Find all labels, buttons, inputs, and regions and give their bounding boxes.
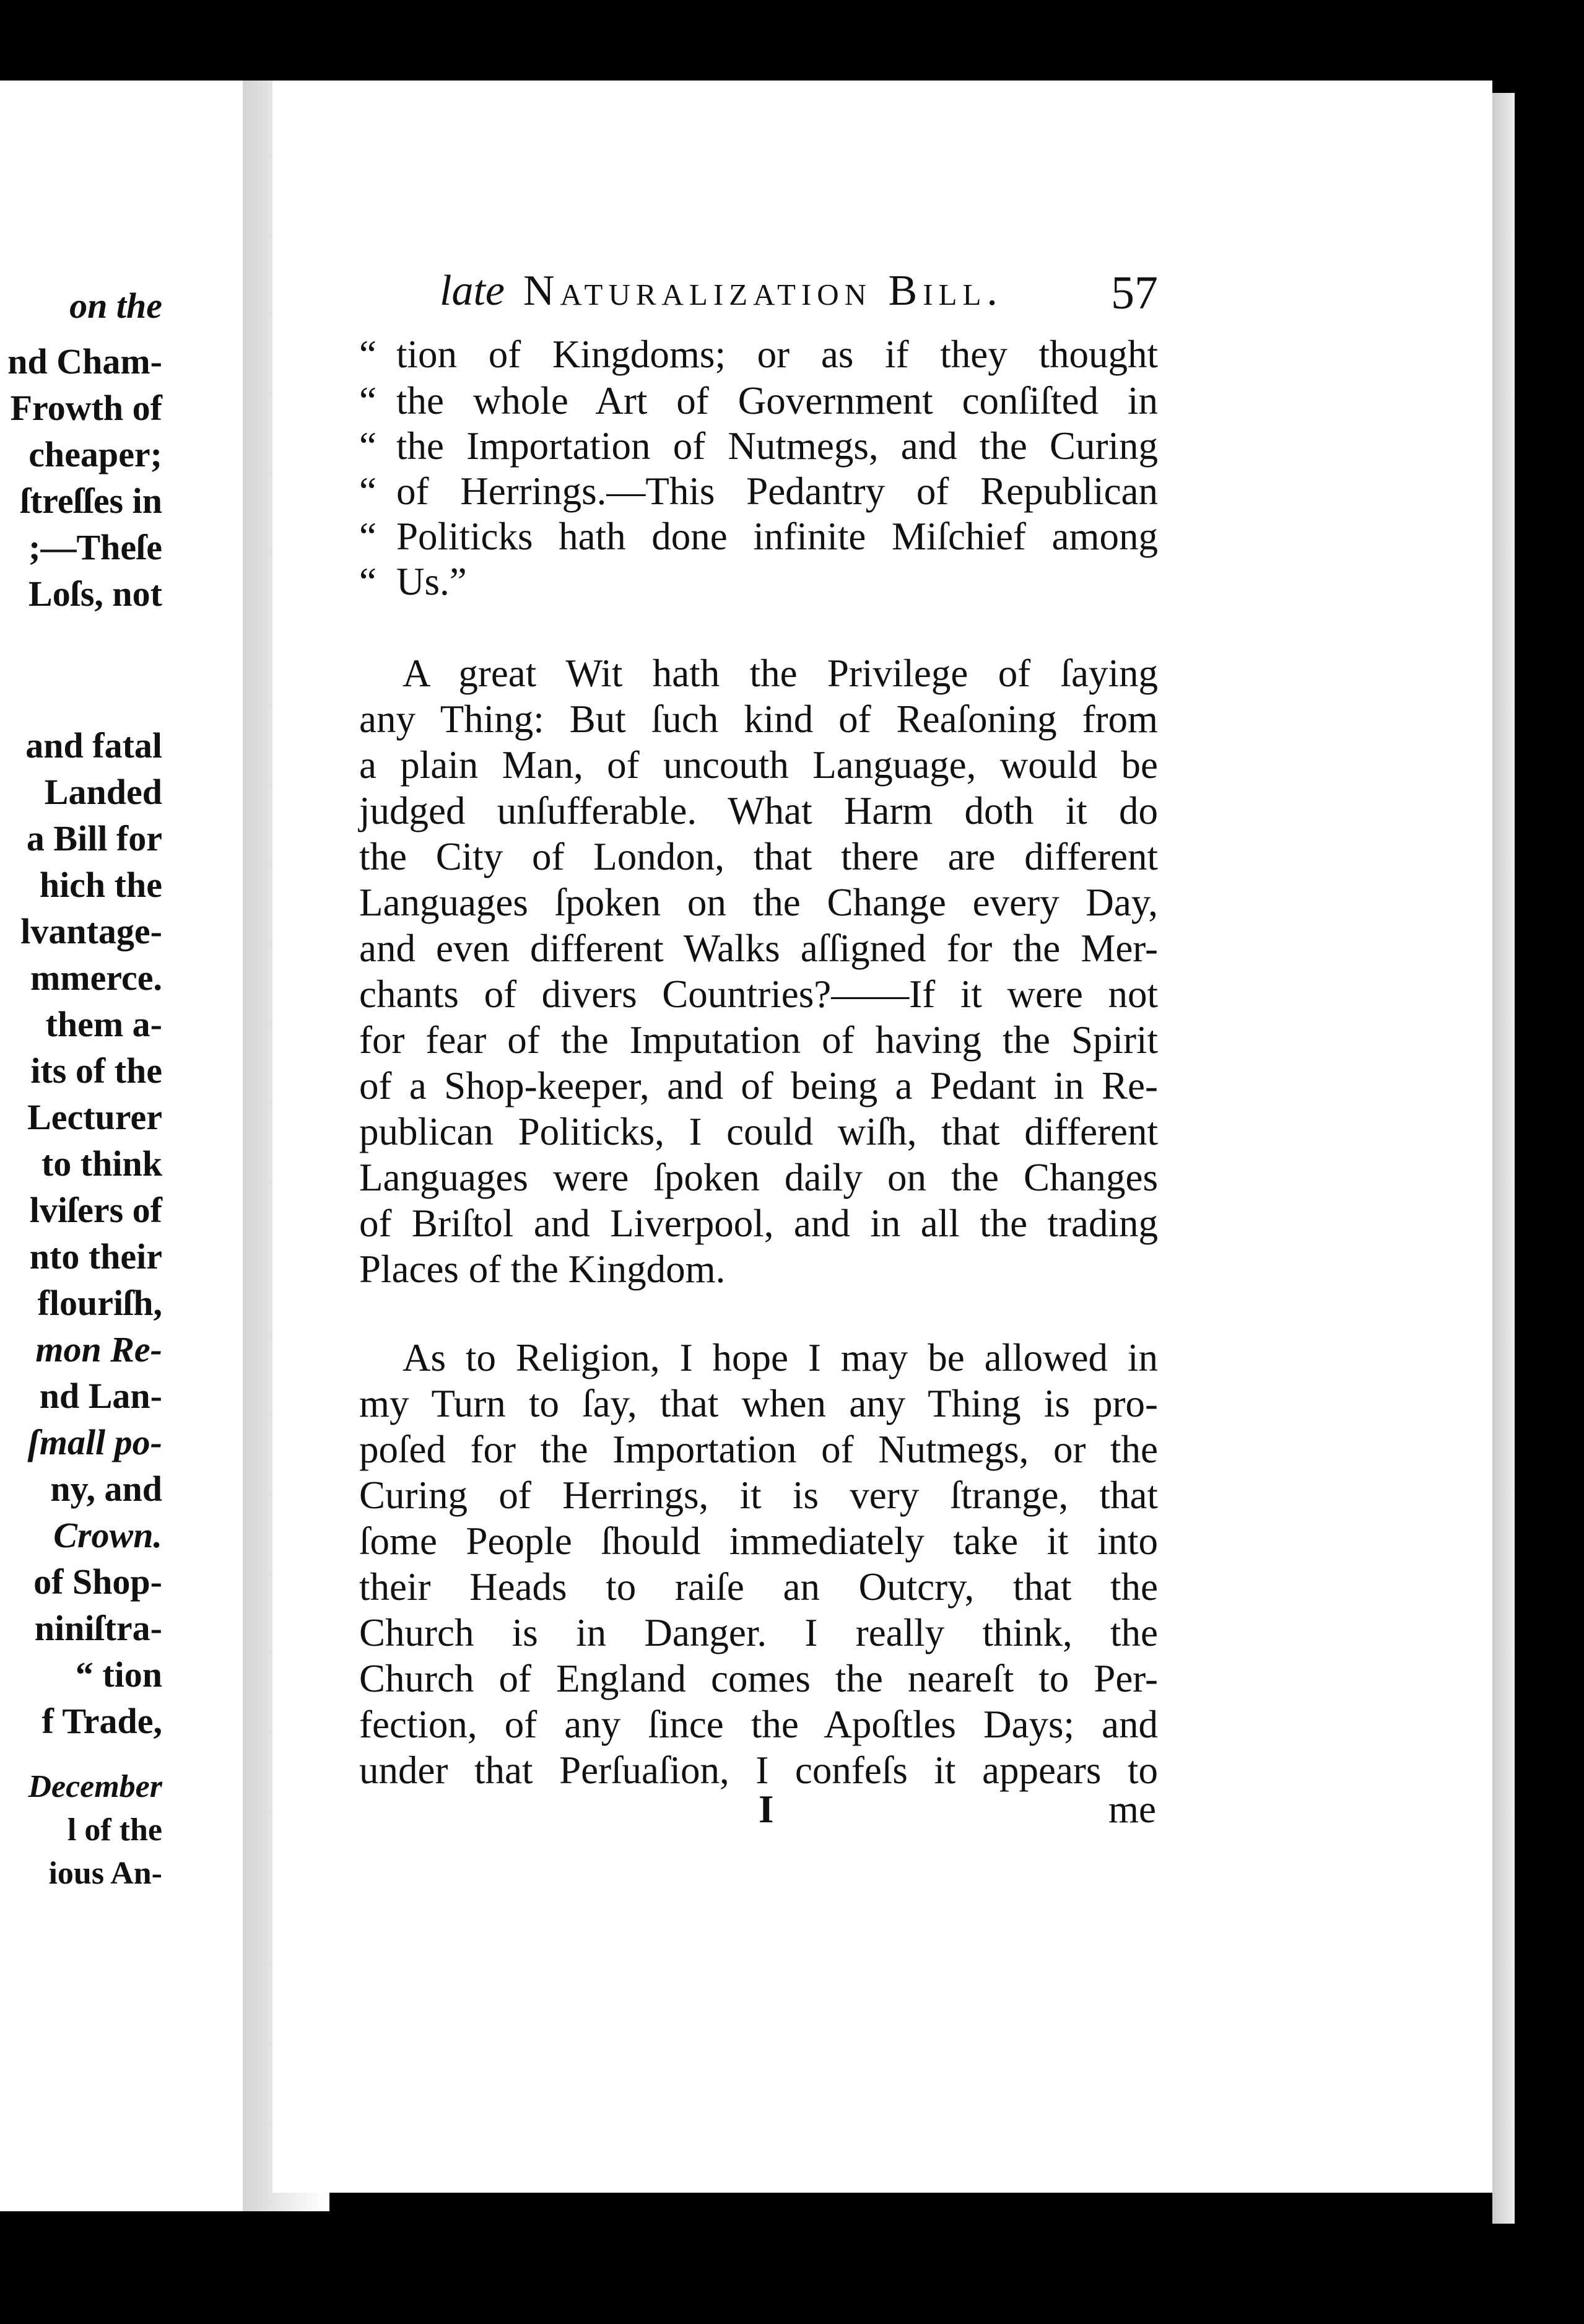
facing-line: lviſers of	[29, 1190, 162, 1230]
facing-line: mmerce.	[30, 958, 162, 998]
paragraph-line: Languages were ſpoken daily on the Changes	[359, 1156, 1158, 1199]
facing-line: ;—Theſe	[28, 527, 162, 567]
facing-line: of Shop-	[33, 1562, 162, 1602]
facing-line: mon Re-	[35, 1329, 162, 1370]
running-title: Naturalization Bill.	[523, 267, 1003, 315]
facing-line: hich the	[39, 865, 162, 905]
facing-line: cheaper;	[28, 434, 162, 474]
facing-line: lvantage-	[20, 911, 162, 951]
facing-line: ſtreſſes in	[20, 481, 162, 521]
facing-line: on the	[69, 286, 162, 326]
facing-line: Landed	[44, 772, 162, 812]
paragraph-line: and even different Walks aſſigned for the Mer-	[359, 927, 1158, 970]
header-italic-word: late	[440, 267, 505, 315]
page-edge-shadow	[1492, 93, 1515, 2224]
signature-mark: I	[759, 1788, 774, 1831]
facing-line: ny, and	[50, 1469, 162, 1509]
quote-line: “ Politicks hath done infinite Miſchief among	[359, 515, 1158, 558]
paragraph-line: under that Perſuaſion, I confeſs it appears to	[359, 1749, 1158, 1792]
facing-line: Lecturer	[27, 1097, 162, 1137]
paragraph-line: Places of the Kingdom.	[359, 1247, 726, 1291]
facing-line: Loſs, not	[28, 574, 162, 614]
facing-line: Frowth of	[10, 388, 162, 428]
paragraph-line: chants of divers Countries?——If it were not	[359, 972, 1158, 1016]
quote-line: “ of Herrings.—This Pedantry of Republican	[359, 470, 1158, 513]
facing-line: nd Lan-	[39, 1376, 162, 1416]
paragraph-line: Curing of Herrings, it is very ſtrange, that	[359, 1474, 1158, 1517]
quote-line: “ Us.”	[359, 560, 467, 603]
paragraph-line: A great Wit hath the Privilege of ſaying	[403, 652, 1158, 695]
paragraph-line: of a Shop-keeper, and of being a Pedant in Re-	[359, 1064, 1158, 1107]
paragraph-line: the City of London, that there are different	[359, 835, 1158, 878]
paragraph-line: Languages ſpoken on the Change every Day,	[359, 881, 1158, 924]
paragraph-line: fection, of any ſince the Apoſtles Days; and	[359, 1703, 1158, 1746]
paragraph-line: ſome People ſhould immediately take it into	[359, 1519, 1158, 1563]
facing-page-fragment	[0, 81, 243, 2211]
quote-line: “ the whole Art of Government conſiſted in	[359, 379, 1158, 422]
paragraph-line: for fear of the Imputation of having the Spirit	[359, 1018, 1158, 1062]
catchword: me	[1108, 1788, 1156, 1831]
paragraph-line: a plain Man, of uncouth Language, would be	[359, 743, 1158, 787]
paragraph-line: publican Politicks, I could wiſh, that different	[359, 1110, 1158, 1153]
facing-line: December	[28, 1769, 162, 1804]
quote-line: “ the Importation of Nutmegs, and the Curing	[359, 424, 1158, 468]
paragraph-line: any Thing: But ſuch kind of Reaſoning from	[359, 697, 1158, 741]
quote-line: “ tion of Kingdoms; or as if they thought	[359, 333, 1158, 376]
facing-line: its of the	[30, 1051, 162, 1091]
paragraph-line: Church is in Danger. I really think, the	[359, 1611, 1158, 1654]
facing-line: and fatal	[25, 725, 162, 766]
running-header	[440, 266, 1158, 322]
paragraph-line: their Heads to raiſe an Outcry, that the	[359, 1565, 1158, 1609]
facing-line: them a-	[45, 1004, 162, 1044]
paragraph-line: judged unſufferable. What Harm doth it do	[359, 789, 1158, 832]
facing-line: nd Cham-	[7, 341, 162, 382]
facing-line: flouriſh,	[37, 1283, 162, 1323]
facing-line: l of the	[67, 1812, 162, 1848]
paragraph-line: Church of England comes the neareſt to Per-	[359, 1657, 1158, 1700]
paragraph-line: poſed for the Importation of Nutmegs, or the	[359, 1428, 1158, 1471]
facing-line: Crown.	[53, 1515, 162, 1555]
facing-line: a Bill for	[26, 818, 162, 858]
facing-line: to think	[41, 1143, 162, 1184]
facing-line: niniſtra-	[34, 1608, 162, 1648]
facing-line: ious An-	[48, 1856, 162, 1891]
paragraph-line: my Turn to ſay, that when any Thing is pro-	[359, 1382, 1158, 1425]
paragraph-line: of Briſtol and Liverpool, and in all the trading	[359, 1202, 1158, 1245]
paragraph-line: As to Religion, I hope I may be allowed in	[403, 1336, 1158, 1379]
facing-line: nto their	[29, 1236, 162, 1277]
facing-line: “ tion	[75, 1654, 162, 1695]
facing-line: ſmall po-	[27, 1422, 162, 1462]
facing-line: f Trade,	[41, 1701, 162, 1741]
page-number: 57	[1111, 267, 1158, 319]
